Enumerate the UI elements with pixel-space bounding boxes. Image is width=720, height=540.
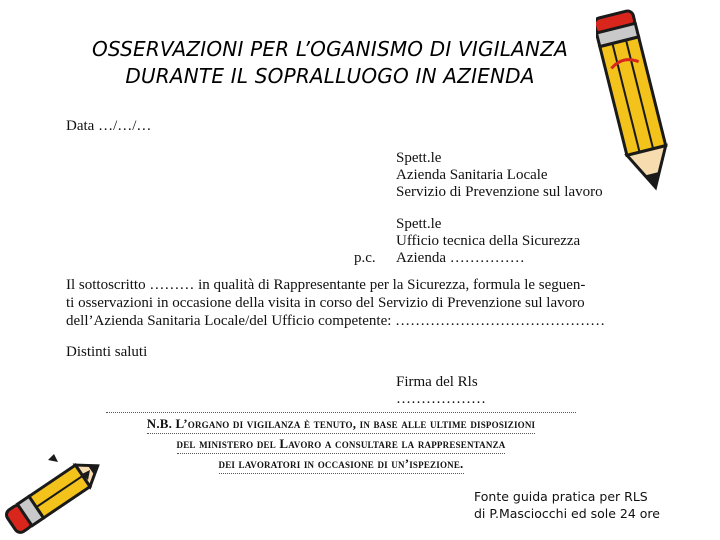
- signature-label: Firma del Rls: [396, 374, 478, 390]
- recipient-ufficio-line-3: Azienda ……………: [396, 250, 525, 266]
- source-line-1: Fonte guida pratica per RLS: [474, 489, 648, 504]
- recipient-asl-line-2: Azienda Sanitaria Locale: [396, 167, 548, 183]
- letter-body: [66, 276, 626, 330]
- signature-line: ………………: [396, 391, 486, 407]
- recipient-ufficio-line-1: Spett.le: [396, 216, 442, 232]
- separator-rule: [106, 412, 576, 413]
- note-line-2: del ministero del Lavoro a consultare la rappresentanza: [177, 434, 506, 454]
- letter-body-line-1: Il sottoscritto ……… in qualità di Rappresentante per la Sicurezza, formula le seguen-: [66, 277, 586, 293]
- signature-block: [396, 374, 486, 408]
- closing-text: Distinti saluti: [66, 344, 148, 360]
- letter-body-line-2: ti osservazioni in occasione della visita in corso del Servizio di Prevenzione sul lavoro: [66, 295, 585, 311]
- pencil-top-right-icon: [596, 2, 688, 198]
- recipient-asl-line-1: Spett.le: [396, 150, 442, 166]
- note-line-3: dei lavoratori in occasione di un’ispezione.: [219, 454, 464, 474]
- note-line-1: N.B. L’organo di vigilanza è tenuto, in base alle ultime disposizioni: [147, 414, 536, 434]
- letter-date: Data …/…/…: [66, 118, 152, 134]
- source-credit: [474, 488, 660, 522]
- page-title: [40, 36, 620, 90]
- title-line-2: DURANTE IL SOPRALLUOGO IN AZIENDA: [125, 64, 535, 88]
- title-line-1: OSSERVAZIONI PER L’OGANISMO DI VIGILANZA: [91, 37, 568, 61]
- letter-body-line-3: dell’Azienda Sanitaria Locale/del Ufficio competente: ……………………………………: [66, 313, 606, 329]
- note-block: [96, 414, 586, 474]
- recipient-asl: [396, 150, 603, 201]
- pc-label: p.c.: [354, 250, 376, 266]
- pencil-bottom-left-icon: [0, 452, 108, 536]
- recipient-asl-line-3: Servizio di Prevenzione sul lavoro: [396, 184, 603, 200]
- source-line-2: di P.Masciocchi ed sole 24 ore: [474, 506, 660, 521]
- recipient-ufficio: [396, 216, 580, 267]
- recipient-ufficio-line-2: Ufficio tecnica della Sicurezza: [396, 233, 581, 249]
